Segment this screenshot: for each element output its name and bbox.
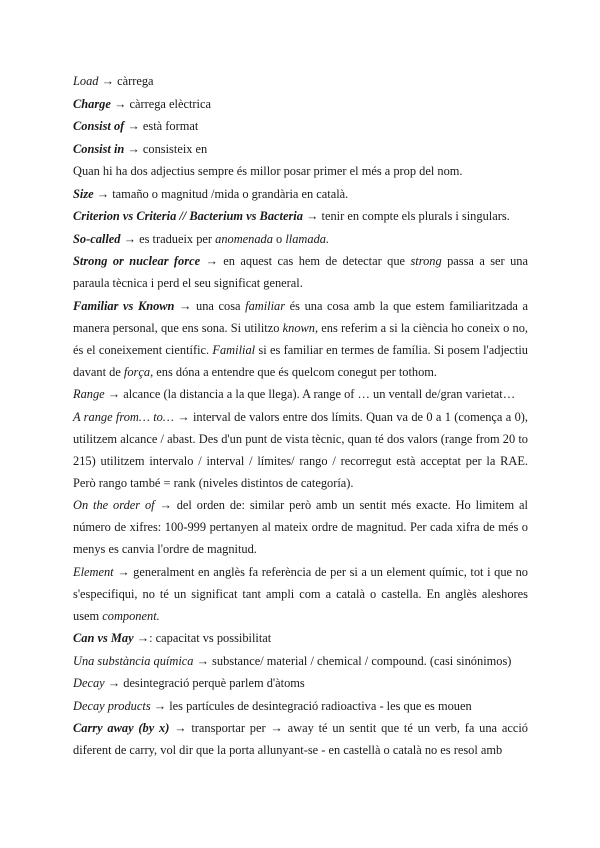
glossary-entry xyxy=(73,695,528,717)
glossary-entry xyxy=(73,250,528,294)
term-italic: Range xyxy=(73,387,105,401)
glossary-entry xyxy=(73,115,528,137)
entry-text: si es familiar en termes de família. Si posem l'adjectiu davant de xyxy=(73,342,528,379)
entry-text: → les partícules de desintegració radioactiva - les que es mouen xyxy=(150,698,472,713)
entry-text: → generalment en anglès fa referència de per si a un element químic, tot i que no s'especifiqui, no té un significat tant ampli com a català o castella. En anglès aleshores usem xyxy=(73,564,528,623)
term-bold: So-called xyxy=(73,231,121,246)
term-bold: Carry away (by x) xyxy=(73,721,170,735)
glossary-entry xyxy=(73,650,528,672)
term-italic: Load xyxy=(73,74,99,88)
term-italic: anomenada xyxy=(215,231,273,246)
entry-text: → càrrega xyxy=(98,74,154,88)
glossary-entry xyxy=(73,138,528,160)
entry-text: , ens dóna a entendre que és quelcom conegut per tothom. xyxy=(150,364,438,379)
glossary-entry xyxy=(73,494,528,560)
term-italic: Familial xyxy=(212,342,256,357)
entry-text: → càrrega elèctrica xyxy=(110,96,211,111)
glossary-entry xyxy=(73,383,528,405)
glossary-entries xyxy=(73,70,528,762)
term-italic: component. xyxy=(102,608,160,623)
entry-text: ens referim a si la ciència ho coneix o no, és el coneixement científic. xyxy=(73,320,528,357)
entry-text: → del orden de: similar però amb un sentit més exacte. Ho limitem al número de xifres: 100-999 pertanyen al mateix ordre de magnitud. Per cada xifra de més o menys es canvia l'ordre de magnitud. xyxy=(73,498,528,556)
term-italic: llamada. xyxy=(285,231,330,246)
term-bold: Criterion vs Criteria // Bacterium vs Bacteria xyxy=(73,209,303,223)
term-italic: Element xyxy=(73,564,114,579)
term-bold: Can vs May xyxy=(73,631,134,645)
glossary-entry xyxy=(73,406,528,494)
entry-text: → substance/ material / chemical / compound. (casi sinónimos) xyxy=(193,653,512,668)
entry-text: → desintegració perquè parlem d'àtoms xyxy=(104,676,305,690)
entry-text: → alcance (la distancia a la que llega). A range of … un ventall de/gran varietat… xyxy=(104,387,516,401)
entry-text: → en aquest cas hem de detectar que xyxy=(200,254,411,268)
entry-text: o xyxy=(272,231,286,246)
term-italic: On the order of xyxy=(73,498,155,512)
glossary-entry xyxy=(73,205,528,227)
term-italic: Decay products xyxy=(73,698,151,713)
entry-text: és una cosa amb la que estem familiaritzada a manera personal, que ens sona. Si utilitzo xyxy=(73,298,528,335)
entry-text: → tamaño o magnitud /mida o grandària en català. xyxy=(93,186,349,201)
term-italic: known, xyxy=(282,320,319,335)
entry-text: → transportar per → away té un sentit que té un verb, fa una acció diferent de carry, vol dir que la porta allunyant-se - en castellà o català no es resol amb xyxy=(73,721,528,757)
term-italic: A range from… to… xyxy=(73,409,174,424)
glossary-entry xyxy=(73,717,528,761)
term-bold: Charge xyxy=(73,96,111,111)
glossary-entry xyxy=(73,627,528,649)
entry-text: Quan hi ha dos adjectius sempre és millor posar primer el més a prop del nom. xyxy=(73,164,463,178)
glossary-entry xyxy=(73,70,528,92)
term-bold: Strong or nuclear force xyxy=(73,254,201,268)
entry-text: → interval de valors entre dos límits. Quan va de 0 a 1 (comença a 0), utilitzem alcance / abast. Des d'un punt de vista tècnic, quan té dos valors (range from 20 to 215) utilitzem intervalo / interval / límites/ rango / recorregut està acceptat per la RAE. Però rango també = rank (niveles distintos de categoría). xyxy=(73,409,528,490)
glossary-entry xyxy=(73,160,528,182)
entry-text: → consisteix en xyxy=(124,141,208,156)
term-bold: Consist of xyxy=(73,119,125,133)
entry-text: → una cosa xyxy=(174,298,246,313)
entry-text: passa a ser una paraula tècnica i perd el seu significat general. xyxy=(73,254,528,290)
entry-text: → està format xyxy=(124,119,199,133)
glossary-entry xyxy=(73,93,528,115)
term-bold: Familiar vs Known xyxy=(73,298,175,313)
entry-text: → es tradueix per xyxy=(120,231,216,246)
term-bold: Consist in xyxy=(73,141,125,156)
term-italic: Una substància química xyxy=(73,653,194,668)
entry-text: →: capacitat vs possibilitat xyxy=(133,631,272,645)
glossary-entry xyxy=(73,295,528,383)
glossary-entry xyxy=(73,672,528,694)
entry-text: → tenir en compte els plurals i singulars. xyxy=(302,209,510,223)
term-bold: Size xyxy=(73,186,94,201)
glossary-entry xyxy=(73,228,528,250)
term-italic: força xyxy=(123,364,151,379)
term-italic: strong xyxy=(410,254,442,268)
glossary-entry xyxy=(73,183,528,205)
term-italic: Decay xyxy=(73,676,105,690)
term-italic: familiar xyxy=(245,298,286,313)
glossary-entry xyxy=(73,561,528,627)
